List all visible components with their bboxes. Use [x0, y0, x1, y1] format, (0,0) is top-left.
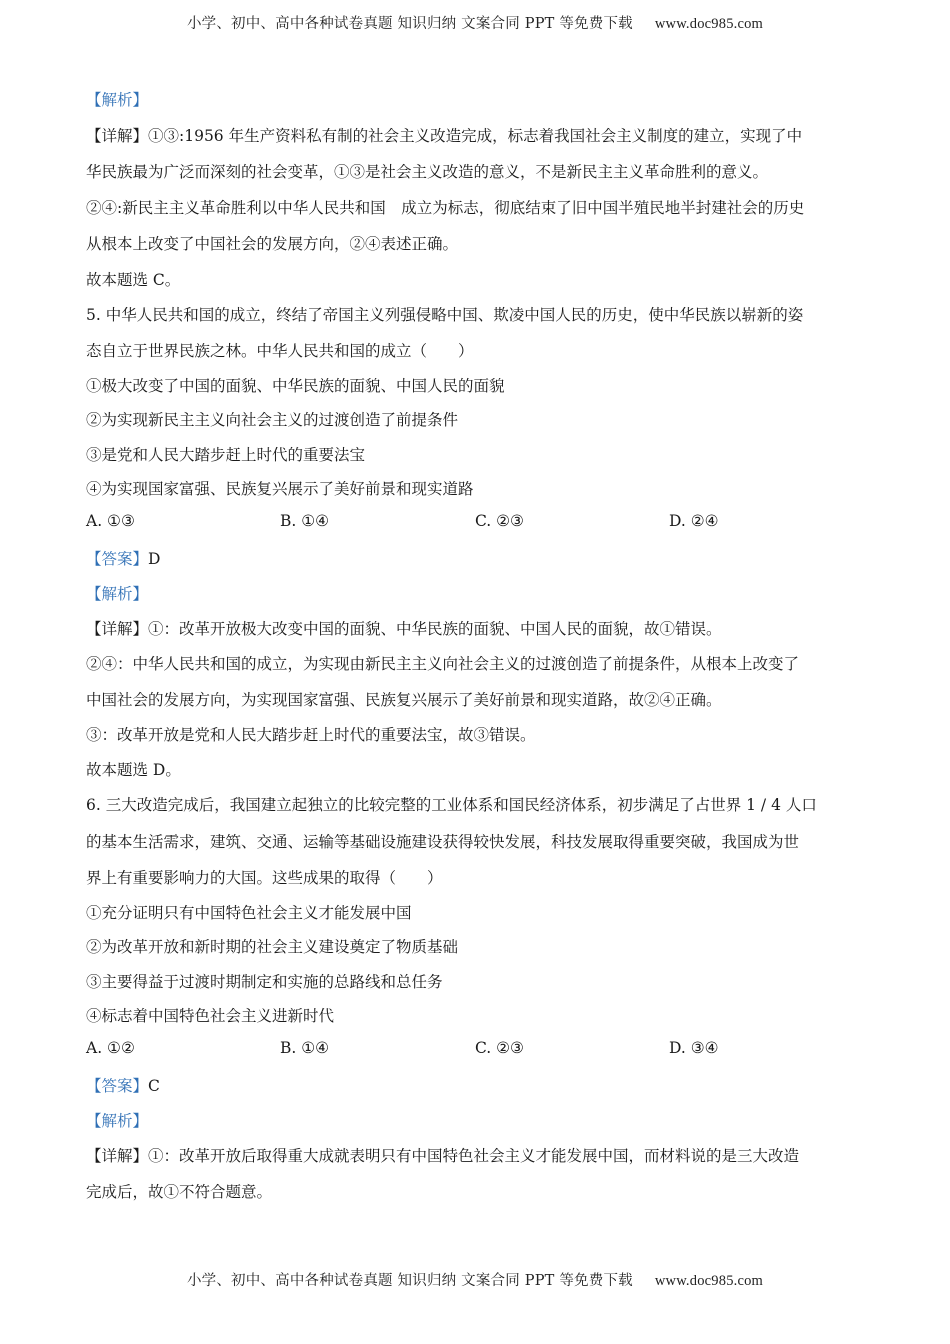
- q6-analysis-label: 【解析】: [86, 1112, 149, 1130]
- q5-item-3: ③是党和人民大踏步赶上时代的重要法宝: [86, 446, 366, 464]
- q5-answer: [86, 547, 160, 569]
- q5-analysis-label: 【解析】: [86, 585, 149, 603]
- q6-stem-line-2: 的基本生活需求，建筑、交通、运输等基础设施建设获得较快发展，科技发展取得重要突破，我国成为世: [86, 833, 800, 851]
- footer-site-link[interactable]: www.doc985.com: [654, 1273, 764, 1289]
- q6-option-b: B. ①④: [280, 1039, 330, 1057]
- q6-stem-line-1: 6. 三大改造完成后，我国建立起独立的比较完整的工业体系和国民经济体系，初步满足了占世界 1 / 4 人口: [86, 796, 817, 814]
- q5-answer-label: 【答案】: [86, 550, 149, 568]
- q5-option-b: B. ①④: [280, 512, 330, 530]
- q6-option-a: A. ①②: [86, 1039, 135, 1057]
- q6-item-3: ③主要得益于过渡时期制定和实施的总路线和总任务: [86, 973, 443, 991]
- q6-stem-line-3: 界上有重要影响力的大国。这些成果的取得（ ）: [86, 869, 443, 887]
- q6-option-d: D. ③④: [669, 1039, 719, 1057]
- q4-conclusion: 故本题选 C。: [86, 271, 181, 289]
- q5-detail-line-1: 【详解】①：改革开放极大改变中国的面貌、中华民族的面貌、中国人民的面貌，故①错误。: [86, 620, 722, 638]
- q5-item-1: ①极大改变了中国的面貌、中华民族的面貌、中国人民的面貌: [86, 377, 505, 395]
- q6-item-1: ①充分证明只有中国特色社会主义才能发展中国: [86, 904, 412, 922]
- q6-item-2: ②为改革开放和新时期的社会主义建设奠定了物质基础: [86, 938, 459, 956]
- q5-stem-line-2: 态自立于世界民族之林。中华人民共和国的成立（ ）: [86, 342, 474, 360]
- q4-analysis-label: 【解析】: [86, 91, 149, 109]
- q5-options: [86, 512, 870, 532]
- q5-stem-line-1: 5. 中华人民共和国的成立，终结了帝国主义列强侵略中国、欺凌中国人民的历史，使中华民族以崭新的姿: [86, 306, 804, 324]
- q5-conclusion: 故本题选 D。: [86, 761, 181, 779]
- q5-detail-line-4: ③：改革开放是党和人民大踏步赶上时代的重要法宝，故③错误。: [86, 726, 536, 744]
- q5-answer-value: D: [148, 550, 161, 568]
- q5-item-2: ②为实现新民主主义向社会主义的过渡创造了前提条件: [86, 411, 459, 429]
- q6-detail-line-1: 【详解】①：改革开放后取得重大成就表明只有中国特色社会主义才能发展中国，而材料说的是三大改造: [86, 1147, 800, 1165]
- q6-answer: [86, 1074, 160, 1096]
- header-site-link[interactable]: www.doc985.com: [654, 16, 764, 32]
- q5-option-d: D. ②④: [669, 512, 719, 530]
- q5-detail-line-3: 中国社会的发展方向，为实现国家富强、民族复兴展示了美好前景和现实道路，故②④正确。: [86, 691, 722, 709]
- q6-item-4: ④标志着中国特色社会主义进新时代: [86, 1007, 335, 1025]
- footer-text: 小学、初中、高中各种试卷真题 知识归纳 文案合同 PPT 等免费下载: [186, 1273, 633, 1289]
- q6-options: [86, 1039, 870, 1059]
- q6-detail-line-2: 完成后，故①不符合题意。: [86, 1183, 273, 1201]
- q5-option-c: C. ②③: [475, 512, 524, 530]
- page-header: [0, 12, 950, 33]
- q4-detail-line-1: 【详解】①③:1956 年生产资料私有制的社会主义改造完成，标志着我国社会主义制度的建立，实现了中: [86, 127, 803, 145]
- q6-option-c: C. ②③: [475, 1039, 524, 1057]
- page-footer: [0, 1269, 950, 1290]
- q6-answer-label: 【答案】: [86, 1077, 149, 1095]
- q5-item-4: ④为实现国家富强、民族复兴展示了美好前景和现实道路: [86, 480, 474, 498]
- q5-detail-line-2: ②④：中华人民共和国的成立，为实现由新民主主义向社会主义的过渡创造了前提条件，从根本上改变了: [86, 655, 800, 673]
- q4-detail-line-4: 从根本上改变了中国社会的发展方向，②④表述正确。: [86, 235, 459, 253]
- q5-option-a: A. ①③: [86, 512, 135, 530]
- q6-answer-value: C: [148, 1077, 160, 1095]
- q4-detail-line-3: ②④:新民主主义革命胜利以中华人民共和国 成立为标志，彻底结束了旧中国半殖民地半封建社会的历史: [86, 199, 805, 217]
- header-text: 小学、初中、高中各种试卷真题 知识归纳 文案合同 PPT 等免费下载: [186, 16, 633, 32]
- q4-detail-line-2: 华民族最为广泛而深刻的社会变革，①③是社会主义改造的意义，不是新民主主义革命胜利的意义。: [86, 163, 769, 181]
